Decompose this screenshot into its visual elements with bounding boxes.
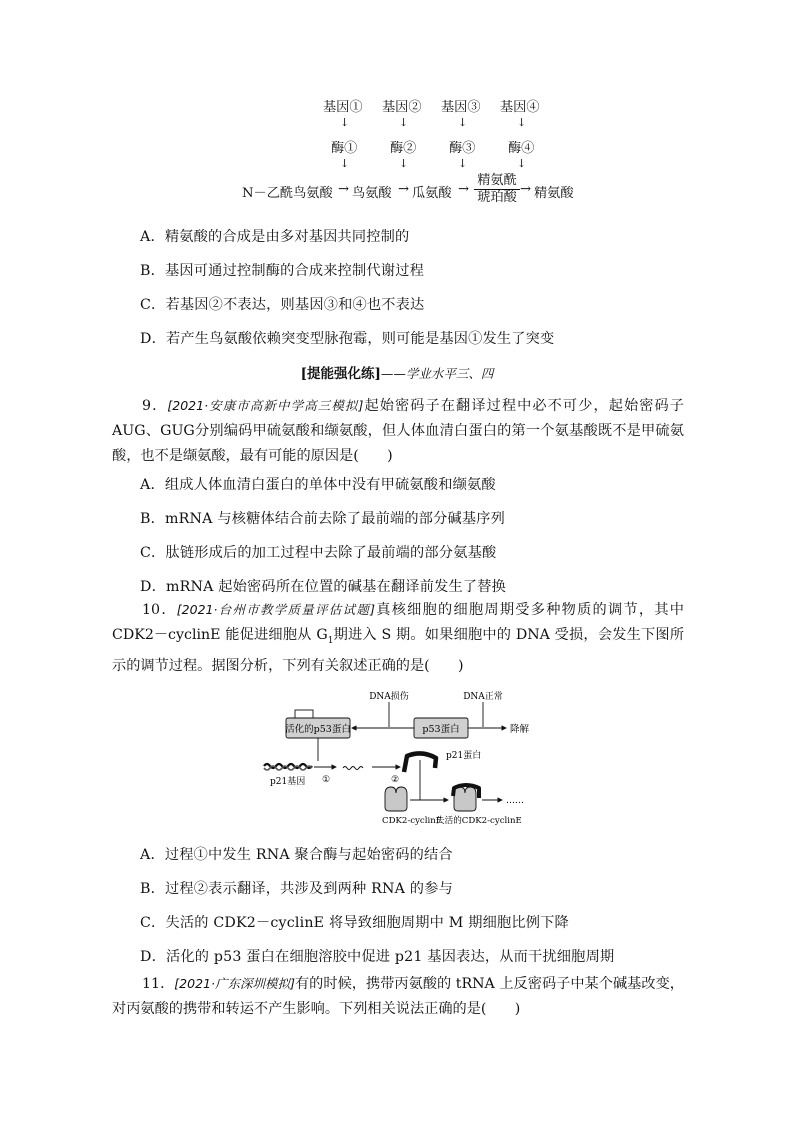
q9-option-b: B．mRNA 与核糖体结合前去除了最前端的部分碱基序列 xyxy=(140,511,506,527)
gene-3-label: 基因③ xyxy=(441,100,481,115)
arginine-pathway-diagram xyxy=(0,0,794,210)
mrna-icon xyxy=(343,767,363,770)
right-arrow-icon: → xyxy=(338,182,350,197)
dna-normal-label: DNA正常 xyxy=(463,692,503,702)
compound-citrulline: 瓜氨酸 xyxy=(412,186,452,201)
degrade-label: 降解 xyxy=(510,724,530,735)
cdk2-label: CDK2-cyclinE xyxy=(382,816,443,826)
q9-option-c: C．肽链形成后的加工过程中去除了最前端的部分氨基酸 xyxy=(140,545,497,561)
enzyme-1-label: 酶① xyxy=(331,141,358,156)
q9-option-d: D．mRNA 起始密码所在位置的碱基在翻译前发生了替换 xyxy=(140,579,507,595)
down-arrow-icon: ↓ xyxy=(399,116,409,129)
dots-label: …… xyxy=(506,796,524,806)
section-title: [提能强化练] xyxy=(300,366,381,382)
q8-option-b: B．基因可通过控制酶的合成来控制代谢过程 xyxy=(140,263,424,279)
q8-option-c: C．若基因②不表达，则基因③和④也不表达 xyxy=(140,297,425,313)
q10-option-a: A．过程①中发生 RNA 聚合酶与起始密码的结合 xyxy=(140,847,453,863)
gene-4-label: 基因④ xyxy=(500,100,540,115)
p53-label: p53蛋白 xyxy=(422,724,460,735)
q10-option-c: C．失活的 CDK2－cyclinE 将导致细胞周期中 M 期细胞比例下降 xyxy=(140,915,569,931)
q10-stem-text-b: 期进入 S 期。如果细胞中的 DNA 受损，会发生下图所示的调节过程。据图分析，下列有关叙述正确的是( ) xyxy=(112,627,685,674)
down-arrow-icon: ↓ xyxy=(399,157,409,170)
q9-source: [2021·安康市高新中学高三模拟] xyxy=(167,398,364,413)
cdk2-cycline-icon xyxy=(385,787,407,811)
q11-stem xyxy=(112,971,684,1022)
step-1-label: ① xyxy=(322,775,331,785)
inactive-cdk2-icon xyxy=(454,787,476,811)
dna-damage-label: DNA损伤 xyxy=(369,692,409,702)
compound-argininosuccinate xyxy=(474,173,520,206)
down-arrow-icon: ↓ xyxy=(517,116,527,129)
right-arrow-icon: → xyxy=(458,182,470,197)
p53-regulation-diagram xyxy=(250,688,550,830)
q8-option-a: A．精氨酸的合成是由多对基因共同控制的 xyxy=(140,229,410,245)
enzyme-4-label: 酶④ xyxy=(508,141,535,156)
compound-ornithine: 鸟氨酸 xyxy=(352,186,392,201)
q11-source: [2021·广东深圳模拟] xyxy=(174,976,295,991)
compound-arginine: 精氨酸 xyxy=(534,186,574,201)
right-arrow-icon: → xyxy=(398,182,410,197)
q10-source: [2021·台州市教学质量评估试题] xyxy=(176,602,375,617)
activated-p53-label: 活化的p53蛋白 xyxy=(285,724,351,735)
enzyme-3-label: 酶③ xyxy=(449,141,476,156)
down-arrow-icon: ↓ xyxy=(458,157,468,170)
q9-number: 9． xyxy=(142,398,168,414)
q10-option-d: D．活化的 p53 蛋白在细胞溶胶中促进 p21 基因表达，从而干扰细胞周期 xyxy=(140,949,615,965)
q10-stem xyxy=(112,597,684,679)
q9-stem xyxy=(112,393,684,469)
q11-number: 11． xyxy=(142,976,175,992)
q9-stem-text: 起始密码子在翻译过程中必不可少，起始密码子AUG、GUG分别编码甲硫氨酸和缬氨酸，但人体血清白蛋白的第一个氨基酸既不是甲硫氨酸，也不是缬氨酸，最有可能的原因是( ) xyxy=(112,398,684,464)
p21-protein-label: p21蛋白 xyxy=(446,751,482,761)
p21-gene-label: p21基因 xyxy=(270,777,306,787)
q11-stem-text: 有的时候，携带丙氨酸的 tRNA 上反密码子中某个碱基改变，对丙氨酸的携带和转运不产生影响。下列相关说法正确的是( ) xyxy=(112,976,684,1017)
gene-1-label: 基因① xyxy=(323,100,363,115)
down-arrow-icon: ↓ xyxy=(458,116,468,129)
compound-argininosuccinate-bottom: 琥珀酸 xyxy=(474,189,520,206)
right-arrow-icon: → xyxy=(520,182,532,197)
down-arrow-icon: ↓ xyxy=(340,157,350,170)
q10-option-b: B．过程②表示翻译，共涉及到两种 RNA 的参与 xyxy=(140,881,453,897)
q10-stem-subscript: 1 xyxy=(327,635,334,646)
section-subtitle: ——学业水平三、四 xyxy=(380,366,494,381)
compound-n-acetylornithine: N－乙酰鸟氨酸 xyxy=(242,186,333,201)
down-arrow-icon: ↓ xyxy=(340,116,350,129)
q10-stem-text-a: 真核细胞的细胞周期受多种物质的调节，其中 CDK2－cyclinE 能促进细胞从 G xyxy=(112,602,684,643)
q9-option-a: A．组成人体血清白蛋白的单体中没有甲硫氨酸和缬氨酸 xyxy=(140,477,496,493)
inactive-cdk2-label: 失活的CDK2-cyclinE xyxy=(436,816,522,826)
section-heading xyxy=(0,362,794,382)
compound-argininosuccinate-top: 精氨酰 xyxy=(477,173,517,188)
step-2-label: ② xyxy=(391,775,400,785)
q8-option-d: D．若产生鸟氨酸依赖突变型脉孢霉，则可能是基因①发生了突变 xyxy=(140,331,555,347)
q10-number: 10． xyxy=(142,602,177,618)
down-arrow-icon: ↓ xyxy=(517,157,527,170)
enzyme-2-label: 酶② xyxy=(390,141,417,156)
gene-2-label: 基因② xyxy=(382,100,422,115)
